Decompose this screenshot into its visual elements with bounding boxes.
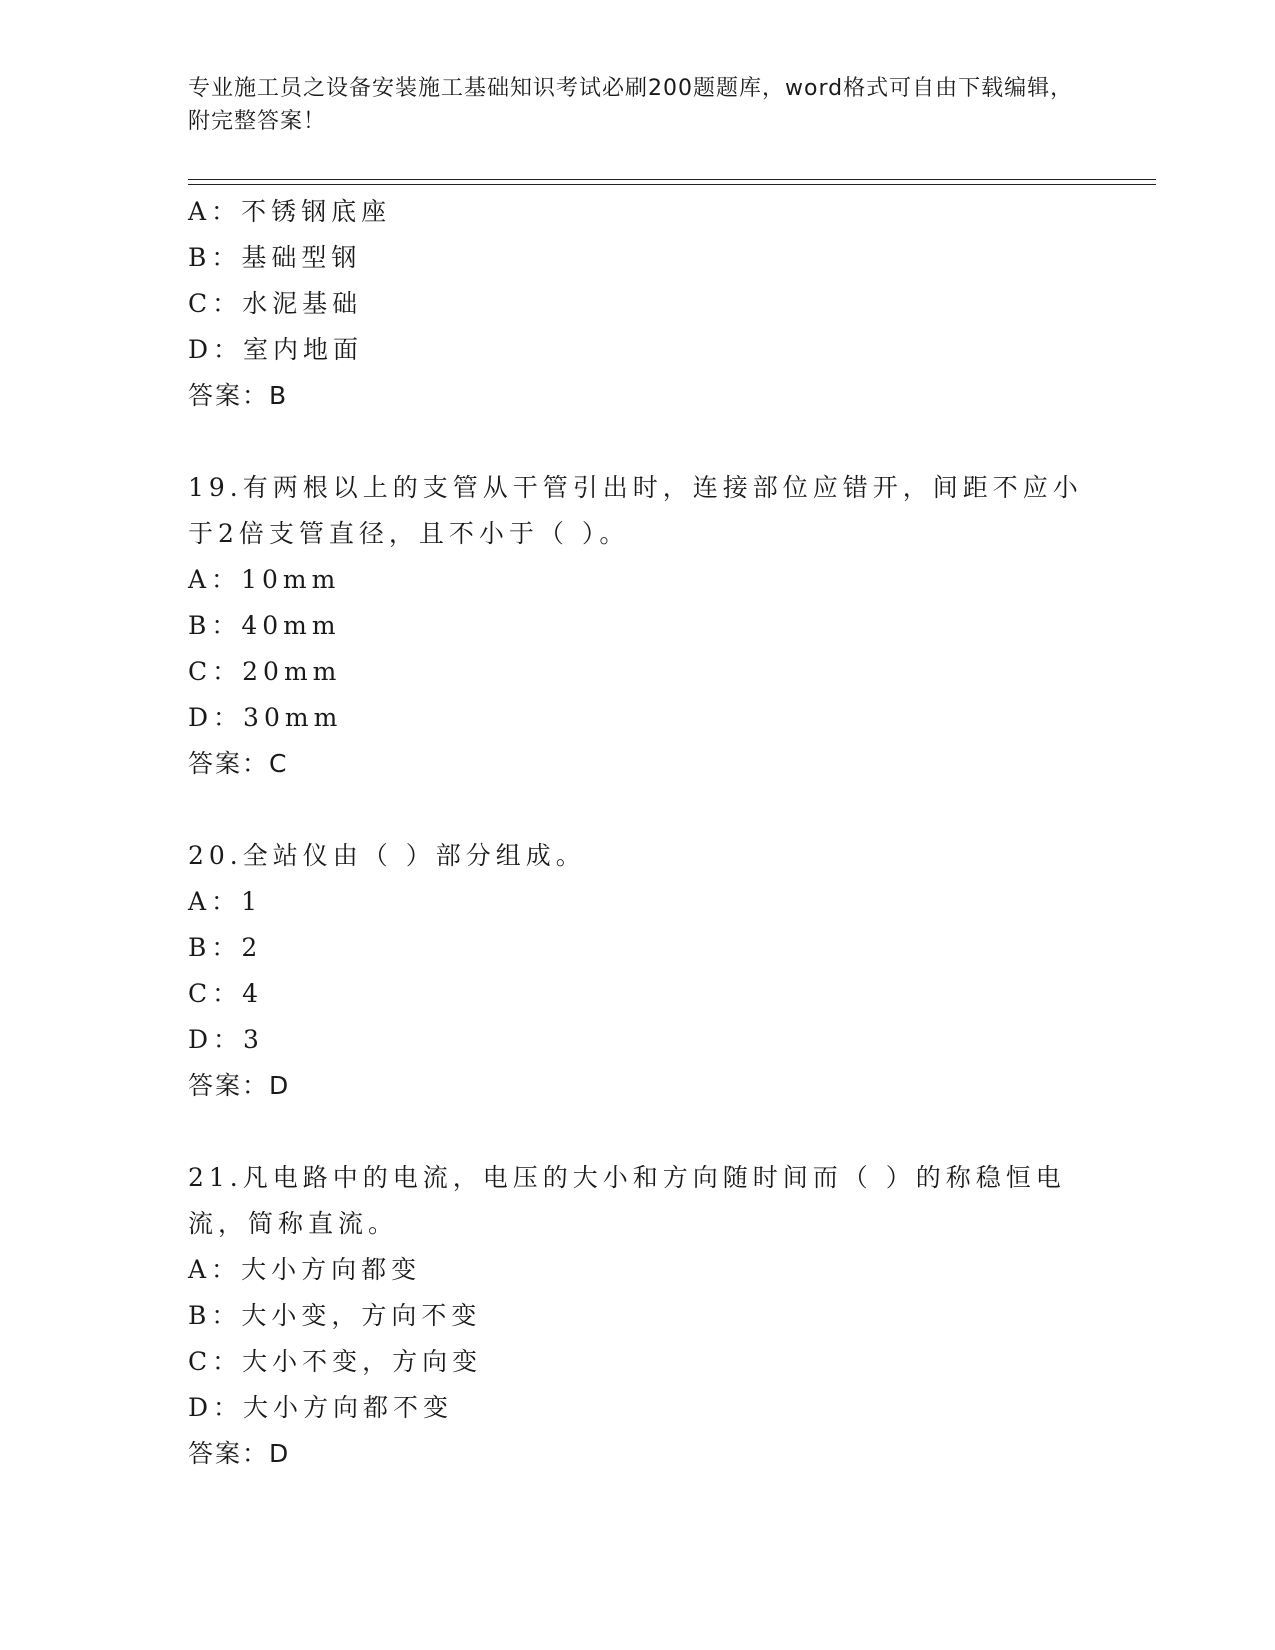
option-a: A：大小方向都变 — [188, 1255, 422, 1284]
question-block-19 — [188, 465, 1148, 787]
option-c: C：大小不变，方向变 — [188, 1347, 483, 1376]
question-block-21 — [188, 1155, 1148, 1477]
spacer — [188, 787, 1148, 833]
header-divider-bottom — [188, 184, 1156, 185]
document-header: 专业施工员之设备安装施工基础知识考试必刷200题题库，word格式可自由下载编辑，附完整答案！ — [188, 76, 1074, 134]
question-block-20 — [188, 833, 1148, 1109]
question-stem: 20.全站仪由（ ）部分组成。 — [188, 841, 586, 870]
option-a: A：1 — [188, 887, 262, 916]
spacer — [188, 419, 1148, 465]
question-block-18 — [188, 189, 1148, 419]
option-c: C：4 — [188, 979, 264, 1008]
option-d: D：室内地面 — [188, 335, 364, 364]
option-b: B：40mm — [188, 611, 341, 640]
option-a: A：10mm — [188, 565, 341, 594]
option-b: B：2 — [188, 933, 263, 962]
option-c: C：水泥基础 — [188, 289, 363, 318]
spacer — [188, 1109, 1148, 1155]
option-c: C：20mm — [188, 657, 342, 686]
option-d: D：30mm — [188, 703, 343, 732]
answer-line: 答案：D — [188, 1439, 291, 1468]
question-list — [188, 189, 1148, 1477]
answer-line: 答案：B — [188, 381, 289, 410]
header-divider-top — [188, 179, 1156, 180]
answer-line: 答案：D — [188, 1071, 291, 1100]
option-b: B：基础型钢 — [188, 243, 362, 272]
option-b: B：大小变，方向不变 — [188, 1301, 482, 1330]
option-d: D：3 — [188, 1025, 264, 1054]
question-stem: 21.凡电路中的电流，电压的大小和方向随时间而（ ）的称稳恒电流，简称直流。 — [188, 1163, 1066, 1238]
answer-line: 答案：C — [188, 749, 289, 778]
option-a: A：不锈钢底座 — [188, 197, 392, 226]
question-stem: 19.有两根以上的支管从干管引出时，连接部位应错开，间距不应小于2倍支管直径，且不小于（ ）。 — [188, 473, 1083, 548]
option-d: D：大小方向都不变 — [188, 1393, 454, 1422]
